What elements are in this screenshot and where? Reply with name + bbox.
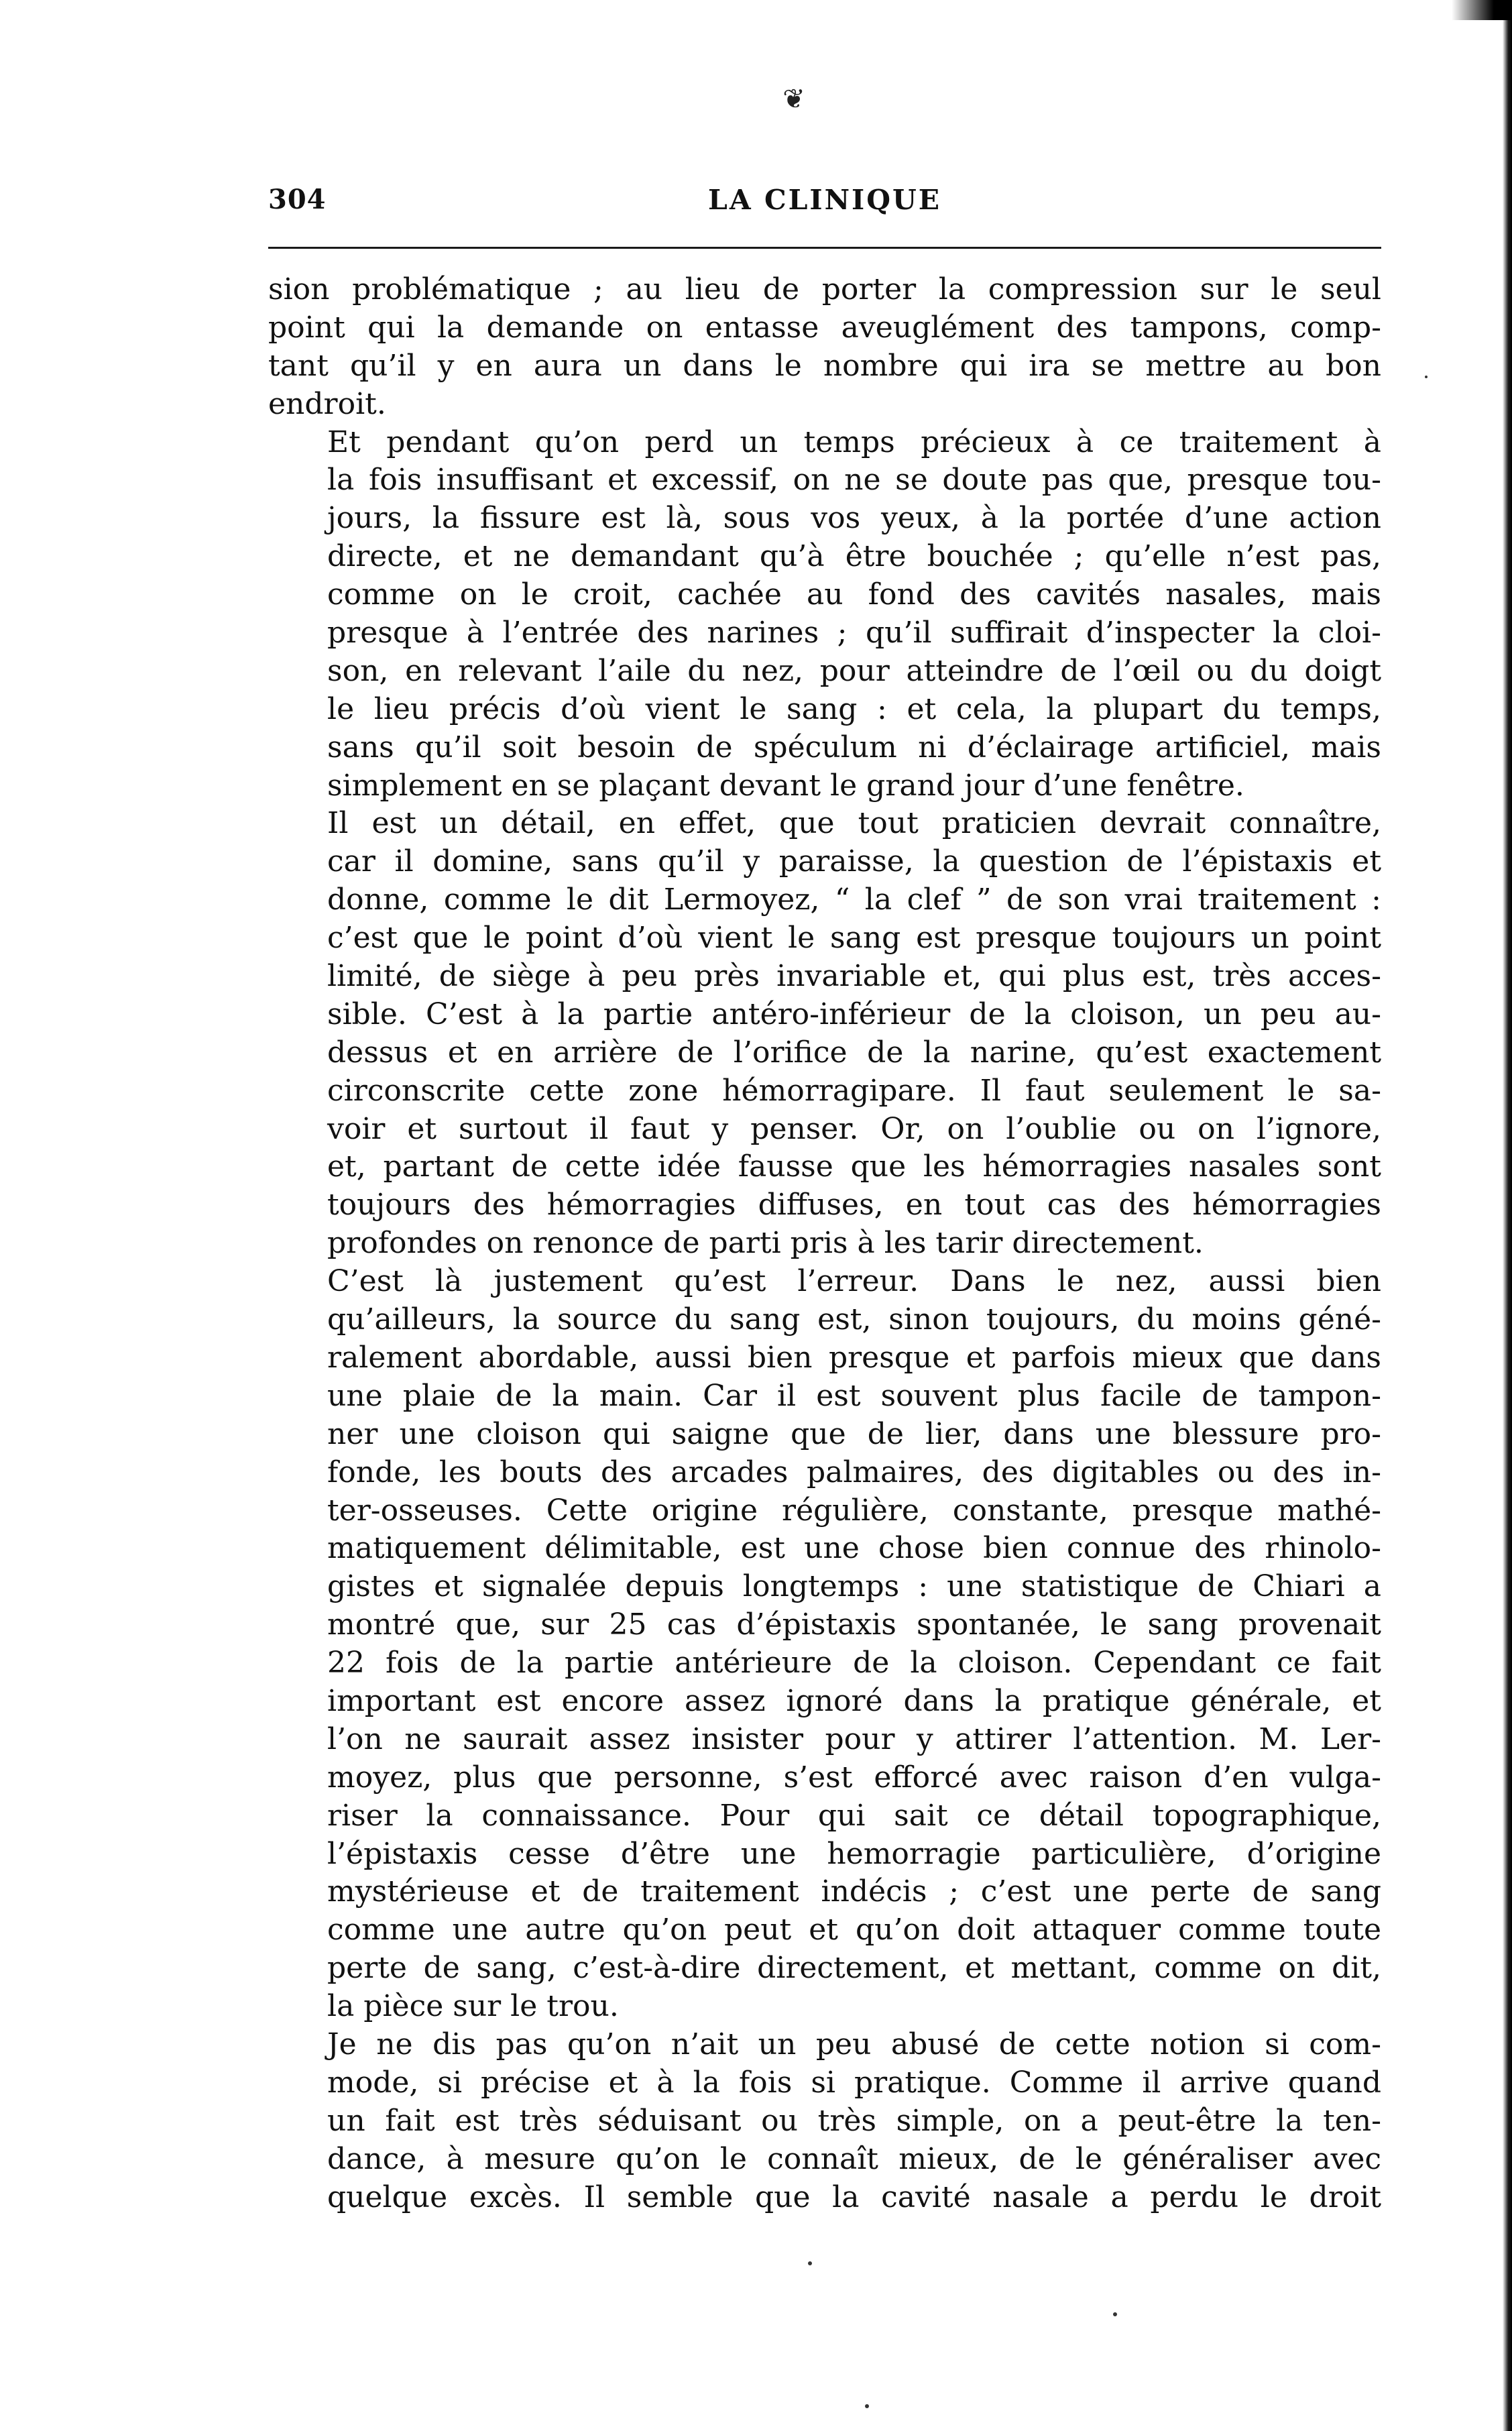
text-line: gistes et signalée depuis longtemps : une statistique de Chiari a <box>327 1569 1381 1604</box>
text-line: ralement abordable, aussi bien presque et parfois mieux que dans <box>327 1340 1381 1375</box>
text-line: et, partant de cette idée fausse que les hémorragies nasales sont <box>327 1149 1381 1184</box>
text-line: tant qu’il y en aura un dans le nombre qui ira se mettre au bon <box>268 348 1381 383</box>
text-line: dance, à mesure qu’on le connaît mieux, de le généraliser avec <box>327 2141 1381 2176</box>
text-line: une plaie de la main. Car il est souvent plus facile de tampon- <box>327 1378 1381 1413</box>
text-line: montré que, sur 25 cas d’épistaxis spontanée, le sang provenait <box>327 1607 1381 1642</box>
scan-speck <box>865 2404 869 2408</box>
running-title: LA CLINIQUE <box>708 184 941 216</box>
body-text <box>268 271 1381 2216</box>
text-line: son, en relevant l’aile du nez, pour atteindre de l’œil ou du doigt <box>327 653 1381 688</box>
text-line: qu’ailleurs, la source du sang est, sinon toujours, du moins géné- <box>327 1302 1381 1337</box>
paragraph <box>268 1263 1381 2026</box>
page-number: 304 <box>268 184 327 215</box>
text-line: donne, comme le dit Lermoyez, “ la clef ” de son vrai traitement : <box>327 883 1381 917</box>
text-line: comme une autre qu’on peut et qu’on doit attaquer comme toute <box>327 1913 1381 1947</box>
scan-speck <box>1425 376 1428 378</box>
text-line: point qui la demande on entasse aveuglément des tampons, comp- <box>268 310 1381 345</box>
text-line: jours, la fissure est là, sous vos yeux, à la portée d’une action <box>327 501 1381 536</box>
text-line: presque à l’entrée des narines ; qu’il suffirait d’inspecter la cloi- <box>327 616 1381 651</box>
text-line: Il est un détail, en effet, que tout praticien devrait connaître, <box>327 806 1381 841</box>
text-line: voir et surtout il faut y penser. Or, on l’oublie ou on l’ignore, <box>327 1111 1381 1146</box>
page-edge-shadow <box>1503 0 1512 2431</box>
text-line: matiquement délimitable, est une chose bien connue des rhinolo- <box>327 1531 1381 1566</box>
paragraph <box>268 271 1381 424</box>
scan-speck <box>808 2261 812 2265</box>
text-line: l’épistaxis cesse d’être une hemorragie particulière, d’origine <box>327 1836 1381 1871</box>
scan-corner-mark <box>1452 0 1512 20</box>
text-line: c’est que le point d’où vient le sang est presque toujours un point <box>327 921 1381 956</box>
text-line: ner une cloison qui saigne que de lier, dans une blessure pro- <box>327 1416 1381 1451</box>
text-line: quelque excès. Il semble que la cavité nasale a perdu le droit <box>327 2180 1381 2214</box>
text-line: l’on ne saurait assez insister pour y attirer l’attention. M. Ler- <box>327 1721 1381 1756</box>
text-line: limité, de siège à peu près invariable et, qui plus est, très acces- <box>327 959 1381 994</box>
text-line: Je ne dis pas qu’on n’ait un peu abusé de cette notion si com- <box>327 2027 1381 2061</box>
running-header <box>268 180 1381 227</box>
text-line: moyez, plus que personne, s’est efforcé avec raison d’en vulga- <box>327 1760 1381 1795</box>
text-line: mode, si précise et à la fois si pratique. Comme il arrive quand <box>327 2065 1381 2100</box>
text-line: sible. C’est à la partie antéro-inférieur de la cloison, un peu au- <box>327 997 1381 1031</box>
printer-ornament-icon: ❦ <box>782 84 805 115</box>
text-line: perte de sang, c’est-à-dire directement, et mettant, comme on dit, <box>327 1951 1381 1986</box>
text-line: mystérieuse et de traitement indécis ; c’est une perte de sang <box>327 1874 1381 1909</box>
text-line: circonscrite cette zone hémorragipare. Il faut seulement le sa- <box>327 1073 1381 1108</box>
text-line: riser la connaissance. Pour qui sait ce détail topographique, <box>327 1798 1381 1833</box>
text-line: important est encore assez ignoré dans la pratique générale, et <box>327 1683 1381 1718</box>
scan-speck <box>1113 2312 1117 2316</box>
text-line: le lieu précis d’où vient le sang : et cela, la plupart du temps, <box>327 691 1381 726</box>
text-line: C’est là justement qu’est l’erreur. Dans le nez, aussi bien <box>327 1264 1381 1299</box>
text-line: fonde, les bouts des arcades palmaires, des digitables ou des in- <box>327 1455 1381 1489</box>
text-line: comme on le croit, cachée au fond des cavités nasales, mais <box>327 577 1381 612</box>
text-line: endroit. <box>268 386 386 421</box>
text-line: un fait est très séduisant ou très simple, on a peut-être la ten- <box>327 2103 1381 2138</box>
paragraph <box>268 424 1381 805</box>
text-line: sion problématique ; au lieu de porter la compression sur le seul <box>268 272 1381 306</box>
text-line: profondes on renonce de parti pris à les tarir directement. <box>327 1226 1204 1261</box>
text-line: la pièce sur le trou. <box>327 1989 619 2024</box>
text-line: simplement en se plaçant devant le grand jour d’une fenêtre. <box>327 768 1244 803</box>
text-line: la fois insuffisant et excessif, on ne se doute pas que, presque tou- <box>327 463 1381 498</box>
text-line: sans qu’il soit besoin de spéculum ni d’éclairage artificiel, mais <box>327 730 1381 765</box>
text-line: directe, et ne demandant qu’à être bouchée ; qu’elle n’est pas, <box>327 539 1381 574</box>
header-rule <box>268 247 1381 249</box>
paragraph <box>268 2026 1381 2216</box>
text-line: ter-osseuses. Cette origine régulière, constante, presque mathé- <box>327 1493 1381 1528</box>
text-line: Et pendant qu’on perd un temps précieux à ce traitement à <box>327 425 1381 459</box>
paragraph <box>268 805 1381 1263</box>
text-line: 22 fois de la partie antérieure de la cloison. Cependant ce fait <box>327 1646 1381 1681</box>
text-line: toujours des hémorragies diffuses, en tout cas des hémorragies <box>327 1188 1381 1223</box>
text-line: car il domine, sans qu’il y paraisse, la question de l’épistaxis et <box>327 844 1381 879</box>
text-line: dessus et en arrière de l’orifice de la narine, qu’est exactement <box>327 1035 1381 1070</box>
